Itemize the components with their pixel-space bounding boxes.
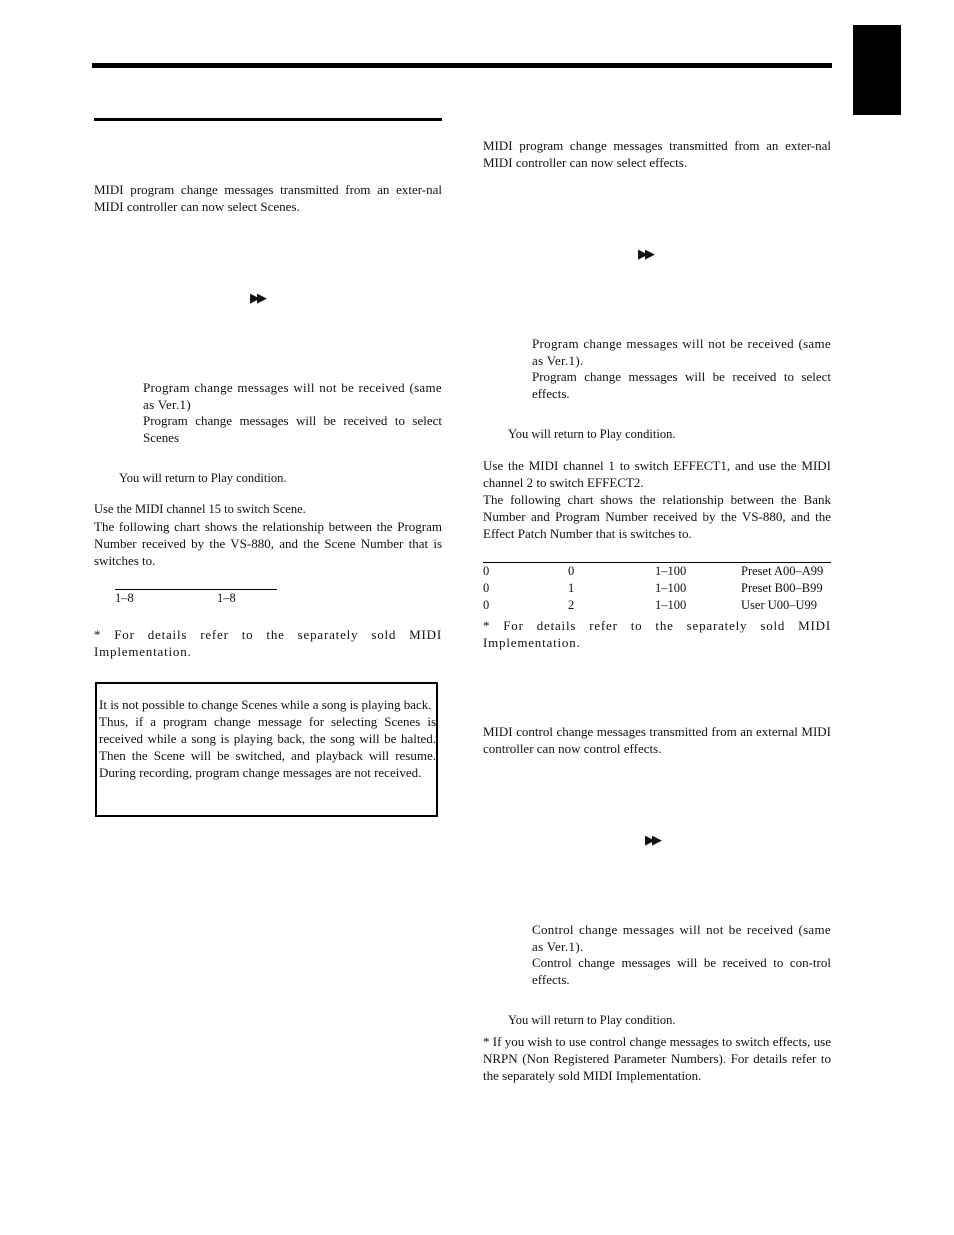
note-line-1: It is not possible to change Scenes while a song is playing back. [99,697,432,712]
table-cell: 0 [483,564,490,578]
left-table-rule [115,589,277,590]
table-cell: 0 [568,564,575,578]
right-channel-note: Use the MIDI channel 1 to switch EFFECT1, and use the MIDI channel 2 to switch EFFECT2. [483,458,831,490]
note-box [95,682,438,817]
section-rule [94,118,442,121]
right-return-play: You will return to Play condition. [508,427,676,441]
right-option-on: Program change messages will be received to select effects. [532,369,831,401]
table-cell: 1–100 [655,598,687,612]
right-cc-footnote: * If you wish to use control change messages to switch effects, use NRPN (Non Registered Parameter Numbers). For details refer to the separately sold MIDI Implementation. [483,1034,831,1083]
left-option-on: Program change messages will be received to select Scenes [143,413,442,445]
left-footnote: * For details refer to the separately sold MIDI Implementation. [94,627,442,659]
left-option-off: Program change messages will not be received (same as Ver.1) [143,380,442,412]
fast-forward-icon: ▶▶ [250,290,264,305]
table-cell: Preset A00–A99 [741,564,824,578]
left-intro: MIDI program change messages transmitted from an exter-nal MIDI controller can now select Scenes. [94,182,442,214]
right-cc-intro: MIDI control change messages transmitted from an external MIDI controller can now control effects. [483,724,831,756]
right-cc-option-off: Control change messages will not be received (same as Ver.1). [532,922,831,954]
right-footnote: * For details refer to the separately sold MIDI Implementation. [483,618,831,650]
table-cell: 1–100 [655,564,687,578]
header-rule [92,63,832,68]
table-cell: 0 [483,598,490,612]
table-cell: 1 [568,581,575,595]
right-cc-return-play: You will return to Play condition. [508,1013,676,1027]
left-return-play: You will return to Play condition. [119,471,287,485]
table-cell: 1–100 [655,581,687,595]
right-cc-option-on: Control change messages will be received to con-trol effects. [532,955,831,987]
table-cell: 0 [483,581,490,595]
table-cell: Preset B00–B99 [741,581,823,595]
note-line-2: Thus, if a program change message for selecting Scenes is received while a song is playing back, the song will be halted. Then the Scene will be switched, and playback will resume. During recording, program change messages are not received. [99,714,436,780]
right-chart-desc: The following chart shows the relationship between the Bank Number and Program Number received by the VS-880, and the Effect Patch Number that is switches to. [483,492,831,541]
right-option-off: Program change messages will not be received (same as Ver.1). [532,336,831,368]
left-channel-note: Use the MIDI channel 15 to switch Scene. [94,502,306,516]
left-table-cell-program: 1–8 [115,591,134,605]
table-cell: 2 [568,598,575,612]
right-intro: MIDI program change messages transmitted from an exter-nal MIDI controller can now select effects. [483,138,831,170]
fast-forward-icon: ▶▶ [638,246,652,261]
chapter-tab [853,25,901,115]
table-cell: User U00–U99 [741,598,818,612]
left-table-cell-scene: 1–8 [217,591,236,605]
fast-forward-icon: ▶▶ [645,832,659,847]
left-chart-desc: The following chart shows the relationship between the Program Number received by the VS-880, and the Scene Number that is switches to. [94,519,442,568]
